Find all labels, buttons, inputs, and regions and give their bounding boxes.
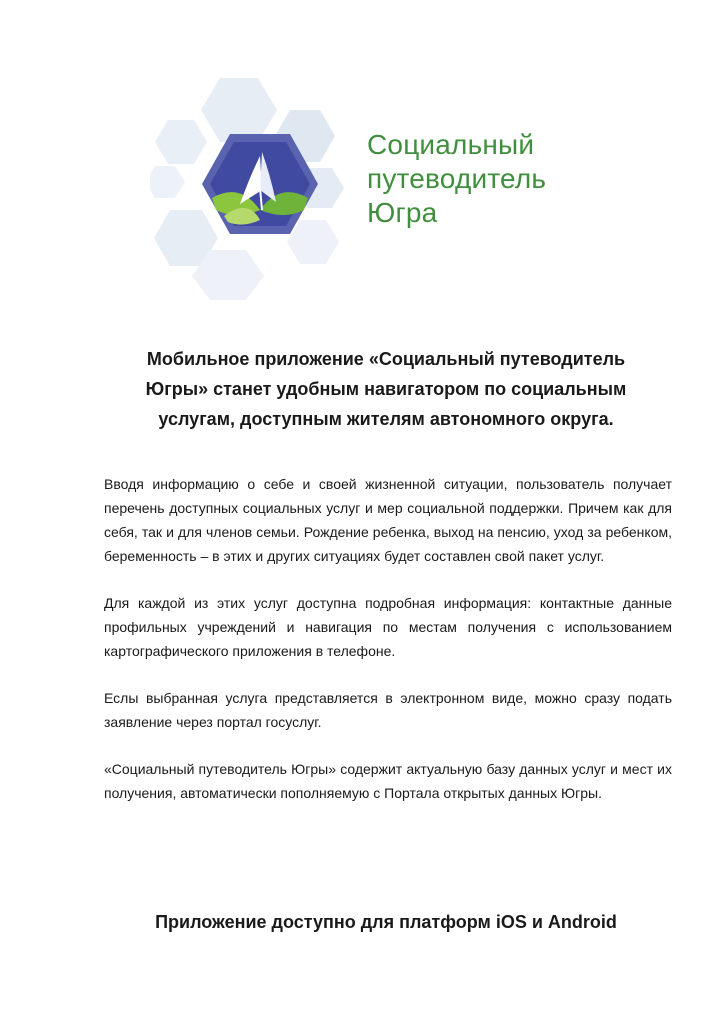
logo <box>0 0 724 300</box>
logo-title-line: Социальный <box>367 129 535 160</box>
body-text <box>104 472 672 828</box>
headline-line: Мобильное приложение «Социальный путеводитель <box>146 349 626 369</box>
logo-title-line: Югра <box>367 197 438 228</box>
headline-line: услугам, доступным жителям автономного округа. <box>158 409 614 429</box>
paragraph: Вводя информацию о себе и своей жизненной ситуации, пользователь получает перечень доступных социальных услуг и мер социальной поддержки. Причем как для себя, так и для членов семьи. Рождение ребенка, выход на пенсию, уход за ребенком, беременность – в этих и других ситуациях будет составлен свой пакет услуг. <box>104 476 672 564</box>
headline <box>100 344 672 434</box>
platforms-note: Приложение доступно для платформ iOS и Android <box>155 912 617 932</box>
paragraph: Для каждой из этих услуг доступна подробная информация: контактные данные профильных учреждений и навигация по местам получения с использованием картографического приложения в телефоне. <box>104 595 672 659</box>
hexagon-logo-icon <box>150 70 370 300</box>
logo-title <box>367 128 546 230</box>
headline-line: Югры» станет удобным навигатором по социальным <box>145 379 627 399</box>
logo-title-line: путеводитель <box>367 163 547 194</box>
paragraph: Еслы выбранная услуга представляется в электронном виде, можно сразу подать заявление через портал госуслуг. <box>104 690 672 730</box>
paragraph: «Социальный путеводитель Югры» содержит актуальную базу данных услуг и мест их получения, автоматически пополняемую с Портала открытых данных Югры. <box>104 761 672 801</box>
